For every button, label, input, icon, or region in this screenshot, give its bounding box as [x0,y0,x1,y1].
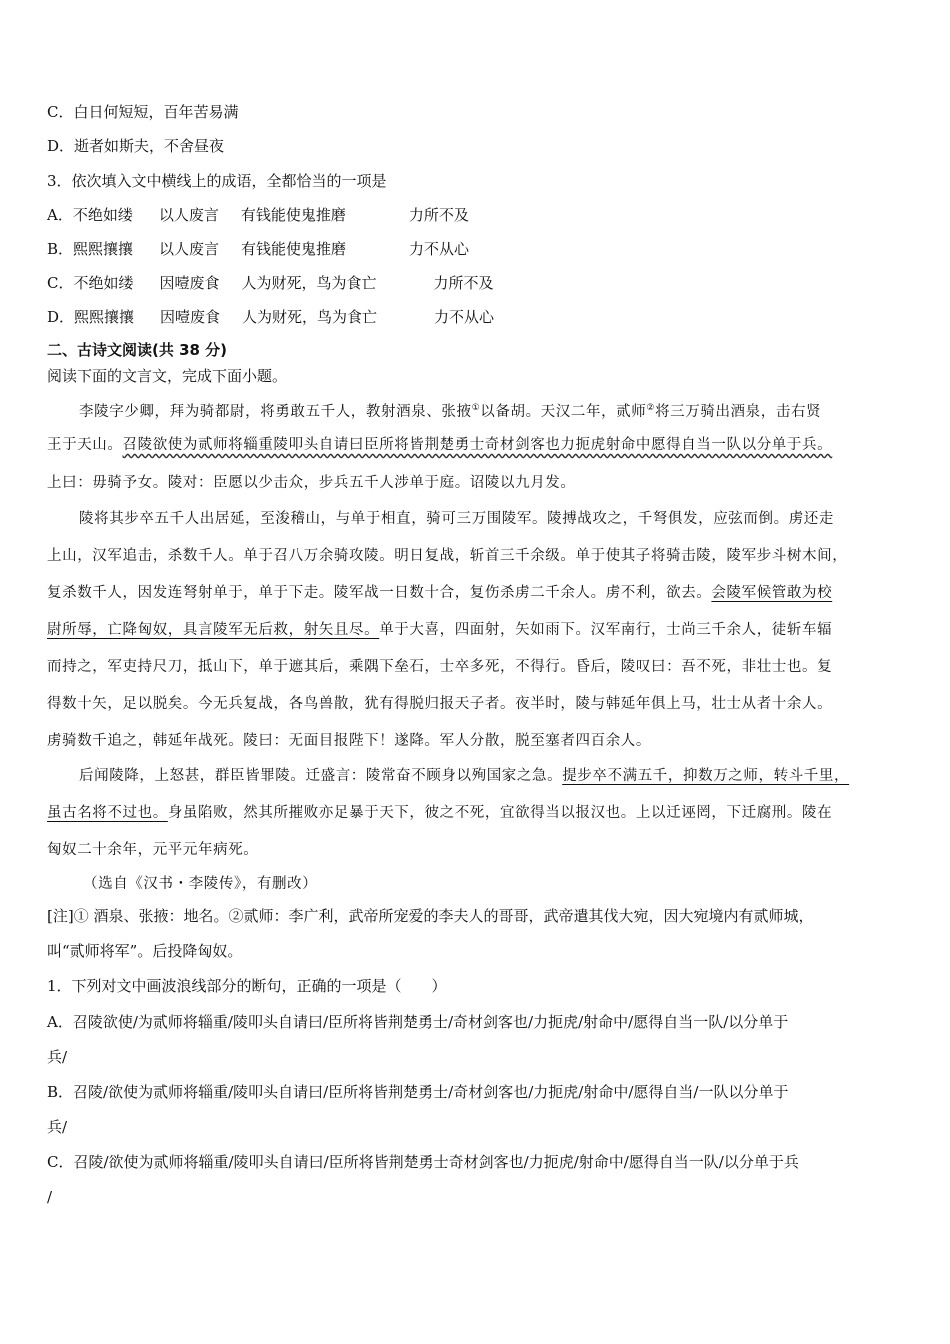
passage-line: 后闻陵降，上怒甚，群臣皆罪陵。迁盛言：陵常奋不顾身以殉国家之急。提步卒不满五千，抑数万之师，转斗千里， [79,768,850,784]
q1-option-a-cont: 兵/ [47,1048,68,1066]
q2-option-c: C．白日何短短，百年苦易满 [47,103,239,121]
passage-line: 上曰：毋骑予女。陵对：臣愿以少击众，步兵五千人涉单于庭。诏陵以九月发。 [47,475,576,491]
passage-line: 而持之，军吏持尺刀，抵山下，单于遮其后，乘隅下垒石，士卒多死，不得行。昏后，陵叹曰：吾不死，非壮士也。复 [47,659,833,675]
q1-option-b-cont: 兵/ [47,1118,68,1136]
section-heading: 二、古诗文阅读(共 38 分) [47,341,228,359]
footnote-ref-1: ① [471,403,481,413]
q1-stem: 1．下列对文中画波浪线部分的断句，正确的一项是（ ） [47,977,447,995]
q1-option-b: B．召陵/欲使为贰师将辎重/陵叩头自请曰/臣所将皆荆楚勇士/奇材剑客也/力扼虎/射命中/愿得自当/一队以分单于 [47,1083,789,1101]
notes-line-2: 叫“贰师将军”。后投降匈奴。 [47,942,243,960]
passage-line: 王于天山。召陵欲使为贰师将辎重陵叩头自请曰臣所将皆荆楚勇士奇材剑客也力扼虎射命中愿得自当一队以分单于兵。 [47,437,833,453]
q3-stem: 3．依次填入文中横线上的成语，全都恰当的一项是 [47,172,387,190]
section-instruction: 阅读下面的文言文，完成下面小题。 [47,367,288,385]
passage-line: 上山，汉军追击，杀数千人。单于召八万余骑攻陵。明日复战，斩首三千余级。单于使其子将骑击陵，陵军步斗树木间， [47,548,848,564]
q1-option-c: C．召陵/欲使为贰师将辎重/陵叩头自请曰/臣所将皆荆楚勇士奇材剑客也/力扼虎/射命中/愿得自当一队/以分单于兵 [47,1153,799,1171]
passage-line: 陵将其步卒五千人出居延，至浚稽山，与单于相直，骑可三万围陵军。陵搏战攻之，千弩俱发，应弦而倒。虏还走 [79,511,834,527]
passage-line: 尉所辱，亡降匈奴，具言陵军无后救，射矢且尽。单于大喜，四面射，矢如雨下。汉军南行，士尚三千余人，徒斩车辐 [47,622,833,638]
q1-option-a: A．召陵欲使/为贰师将辎重/陵叩头自请曰/臣所将皆荆楚勇士/奇材剑客也/力扼虎/射命中/愿得自当一队/以分单于 [47,1013,789,1031]
q3-option-a: A．不绝如缕 以人废言 有钱能使鬼推磨 力所不及 [47,206,469,224]
underlined-sentence: 会陵军候管敢为校 [711,585,833,601]
q3-option-b: B．熙熙攘攘 以人废言 有钱能使鬼推磨 力不从心 [47,240,470,258]
passage-line: 虏骑数千追之，韩延年战死。陵曰：无面目报陛下！遂降。军人分散，脱至塞者四百余人。 [47,733,651,749]
passage-line: 复杀数千人，因发连弩射单于，单于下走。陵军战一日数十合，复伤杀虏二千余人。虏不利，欲去。会陵军候管敢为校 [47,585,833,601]
wavy-underlined-sentence: 召陵欲使为贰师将辎重陵叩头自请曰臣所将皆荆楚勇士奇材剑客也力扼虎射命中愿得自当一队以分单于兵。 [122,437,833,453]
underlined-sentence: 尉所辱，亡降匈奴，具言陵军无后救，射矢且尽。 [47,622,380,638]
footnote-ref-2: ② [646,403,656,413]
notes-line-1: [注]① 酒泉、张掖：地名。②贰师：李广利，武帝所宠爱的李夫人的哥哥，武帝遣其伐大宛，因大宛境内有贰师城， [47,907,814,925]
passage-line: 匈奴二十余年，元平元年病死。 [47,842,259,858]
passage-line: 李陵字少卿，拜为骑都尉，将勇敢五千人，教射酒泉、张掖①以备胡。天汉二年，贰师②将三万骑出酒泉，击右贤 [79,403,822,420]
passage-line: 虽古名将不过也。身虽陷败，然其所摧败亦足暴于天下，彼之不死，宜欲得当以报汉也。上以迁诬罔，下迁腐刑。陵在 [47,805,833,821]
q3-option-c: C．不绝如缕 因噎废食 人为财死，鸟为食亡 力所不及 [47,274,494,292]
q1-option-c-cont: / [47,1188,53,1206]
underlined-sentence: 提步卒不满五千，抑数万之师，转斗千里， [562,768,850,784]
passage-line: 得数十矢，足以脱矣。今无兵复战，各鸟兽散，犹有得脱归报天子者。夜半时，陵与韩延年俱上马，壮士从者十余人。 [47,696,833,712]
q2-option-d: D．逝者如斯夫，不舍昼夜 [47,137,225,155]
passage-source: （选自《汉书・李陵传》，有删改） [83,876,318,892]
underlined-sentence: 虽古名将不过也。 [47,805,168,821]
q3-option-d: D．熙熙攘攘 因噎废食 人为财死，鸟为食亡 力不从心 [47,308,495,326]
